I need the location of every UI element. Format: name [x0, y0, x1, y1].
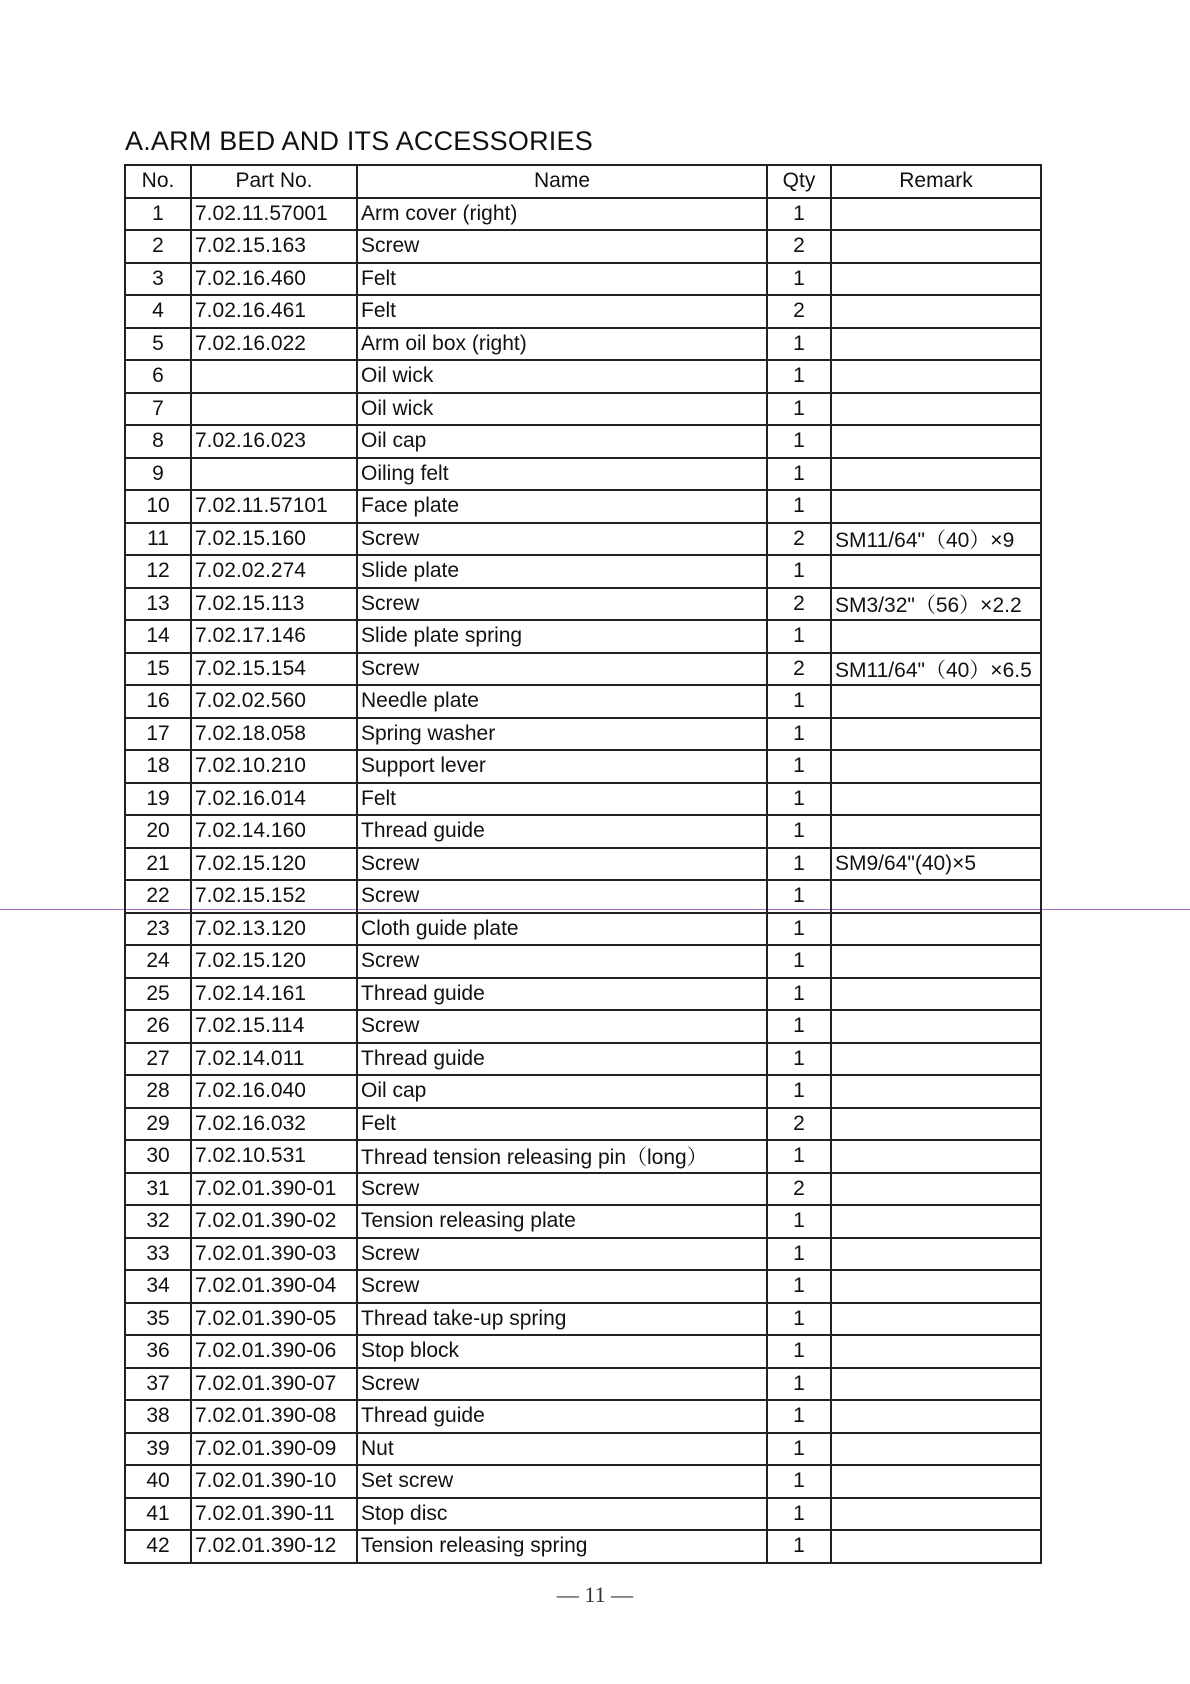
table-row [125, 945, 1041, 978]
cell-remark [831, 1335, 1041, 1368]
cell-part-no: 7.02.01.390-05 [191, 1303, 357, 1336]
cell-no: 28 [125, 1075, 191, 1108]
cell-name: Thread guide [357, 815, 767, 848]
table-row [125, 1368, 1041, 1401]
cell-name: Screw [357, 880, 767, 913]
cell-name: Support lever [357, 750, 767, 783]
cell-part-no: 7.02.01.390-12 [191, 1530, 357, 1563]
cell-no: 14 [125, 620, 191, 653]
cell-name: Screw [357, 1010, 767, 1043]
table-row [125, 848, 1041, 881]
cell-name: Screw [357, 523, 767, 556]
table-row [125, 913, 1041, 946]
cell-remark [831, 1075, 1041, 1108]
cell-remark [831, 328, 1041, 361]
cell-part-no: 7.02.15.120 [191, 945, 357, 978]
cell-name: Thread tension releasing pin（long） [357, 1140, 767, 1173]
table-row [125, 815, 1041, 848]
cell-qty: 2 [767, 295, 831, 328]
cell-qty: 1 [767, 555, 831, 588]
cell-remark [831, 1303, 1041, 1336]
cell-part-no: 7.02.16.022 [191, 328, 357, 361]
table-row [125, 1465, 1041, 1498]
table-row [125, 620, 1041, 653]
cell-qty: 1 [767, 848, 831, 881]
cell-part-no: 7.02.15.163 [191, 230, 357, 263]
cell-qty: 1 [767, 1465, 831, 1498]
table-row [125, 555, 1041, 588]
table-row [125, 425, 1041, 458]
cell-part-no: 7.02.16.023 [191, 425, 357, 458]
cell-name: Face plate [357, 490, 767, 523]
cell-part-no: 7.02.15.160 [191, 523, 357, 556]
cell-remark [831, 718, 1041, 751]
table-row [125, 1400, 1041, 1433]
header-remark: Remark [831, 165, 1041, 198]
cell-name: Thread take-up spring [357, 1303, 767, 1336]
cell-no: 15 [125, 653, 191, 686]
table-row [125, 458, 1041, 491]
cell-qty: 1 [767, 1368, 831, 1401]
cell-name: Screw [357, 1270, 767, 1303]
cell-part-no [191, 360, 357, 393]
cell-no: 29 [125, 1108, 191, 1141]
cell-name: Screw [357, 1238, 767, 1271]
cell-qty: 2 [767, 588, 831, 621]
table-row [125, 1205, 1041, 1238]
cell-no: 5 [125, 328, 191, 361]
cell-no: 16 [125, 685, 191, 718]
table-row [125, 750, 1041, 783]
cell-no: 24 [125, 945, 191, 978]
cell-part-no: 7.02.11.57101 [191, 490, 357, 523]
cell-name: Spring washer [357, 718, 767, 751]
cell-part-no: 7.02.10.210 [191, 750, 357, 783]
cell-no: 23 [125, 913, 191, 946]
cell-name: Arm cover (right) [357, 198, 767, 231]
cell-remark [831, 1465, 1041, 1498]
cell-no: 34 [125, 1270, 191, 1303]
table-row [125, 198, 1041, 231]
cell-no: 41 [125, 1498, 191, 1531]
page-number: — 11 — [556, 1582, 634, 1607]
cell-part-no: 7.02.02.560 [191, 685, 357, 718]
table-row [125, 1238, 1041, 1271]
cell-qty: 1 [767, 1043, 831, 1076]
cell-remark [831, 1368, 1041, 1401]
cell-qty: 1 [767, 913, 831, 946]
section-title: A.ARM BED AND ITS ACCESSORIES [125, 126, 593, 156]
cell-qty: 1 [767, 1010, 831, 1043]
cell-part-no: 7.02.01.390-01 [191, 1173, 357, 1206]
table-row [125, 1530, 1041, 1563]
cell-part-no: 7.02.01.390-10 [191, 1465, 357, 1498]
table-row [125, 328, 1041, 361]
cell-part-no: 7.02.14.160 [191, 815, 357, 848]
cell-qty: 1 [767, 880, 831, 913]
cell-qty: 1 [767, 1205, 831, 1238]
cell-qty: 1 [767, 750, 831, 783]
cell-name: Screw [357, 1173, 767, 1206]
cell-qty: 1 [767, 1140, 831, 1173]
cell-remark [831, 393, 1041, 426]
cell-no: 21 [125, 848, 191, 881]
cell-part-no: 7.02.14.161 [191, 978, 357, 1011]
cell-no: 36 [125, 1335, 191, 1368]
table-row [125, 263, 1041, 296]
cell-part-no: 7.02.01.390-09 [191, 1433, 357, 1466]
cell-name: Felt [357, 1108, 767, 1141]
cell-remark [831, 1010, 1041, 1043]
cell-remark [831, 1238, 1041, 1271]
cell-qty: 1 [767, 1400, 831, 1433]
cell-remark [831, 490, 1041, 523]
cell-part-no: 7.02.15.114 [191, 1010, 357, 1043]
cell-name: Oil cap [357, 425, 767, 458]
cell-name: Tension releasing plate [357, 1205, 767, 1238]
cell-no: 25 [125, 978, 191, 1011]
cell-qty: 1 [767, 685, 831, 718]
table-row [125, 1335, 1041, 1368]
cell-qty: 1 [767, 360, 831, 393]
header-part-no: Part No. [191, 165, 357, 198]
cell-part-no: 7.02.15.120 [191, 848, 357, 881]
cell-remark [831, 750, 1041, 783]
cell-remark [831, 263, 1041, 296]
table-row [125, 1140, 1041, 1173]
cell-remark [831, 685, 1041, 718]
cell-qty: 2 [767, 1173, 831, 1206]
cell-part-no: 7.02.01.390-06 [191, 1335, 357, 1368]
cell-no: 40 [125, 1465, 191, 1498]
cell-part-no: 7.02.01.390-02 [191, 1205, 357, 1238]
cell-part-no: 7.02.02.274 [191, 555, 357, 588]
cell-qty: 1 [767, 815, 831, 848]
cell-part-no: 7.02.01.390-07 [191, 1368, 357, 1401]
table-row [125, 978, 1041, 1011]
cell-part-no: 7.02.11.57001 [191, 198, 357, 231]
cell-name: Oil wick [357, 393, 767, 426]
cell-part-no: 7.02.10.531 [191, 1140, 357, 1173]
table-row [125, 490, 1041, 523]
cell-part-no: 7.02.01.390-03 [191, 1238, 357, 1271]
cell-part-no [191, 458, 357, 491]
cell-no: 32 [125, 1205, 191, 1238]
cell-remark [831, 620, 1041, 653]
cell-remark: SM11/64"（40）×6.5 [831, 653, 1041, 686]
cell-no: 37 [125, 1368, 191, 1401]
cell-no: 33 [125, 1238, 191, 1271]
cell-remark [831, 783, 1041, 816]
cell-no: 39 [125, 1433, 191, 1466]
cell-name: Thread guide [357, 1043, 767, 1076]
cell-remark [831, 1140, 1041, 1173]
cell-remark [831, 978, 1041, 1011]
cell-remark [831, 1433, 1041, 1466]
table-row [125, 295, 1041, 328]
cell-part-no: 7.02.16.014 [191, 783, 357, 816]
table-row [125, 1433, 1041, 1466]
cell-name: Nut [357, 1433, 767, 1466]
table-row [125, 1303, 1041, 1336]
cell-part-no: 7.02.16.460 [191, 263, 357, 296]
cell-name: Screw [357, 1368, 767, 1401]
cell-remark [831, 880, 1041, 913]
table-row [125, 230, 1041, 263]
cell-remark [831, 198, 1041, 231]
table-row [125, 1043, 1041, 1076]
cell-remark [831, 425, 1041, 458]
parts-table [124, 164, 1042, 1564]
cell-no: 7 [125, 393, 191, 426]
parts-table-body [125, 198, 1041, 1563]
cell-no: 18 [125, 750, 191, 783]
cell-no: 1 [125, 198, 191, 231]
cell-no: 6 [125, 360, 191, 393]
cell-no: 4 [125, 295, 191, 328]
table-row [125, 1075, 1041, 1108]
cell-qty: 1 [767, 1075, 831, 1108]
table-row [125, 1108, 1041, 1141]
cell-no: 13 [125, 588, 191, 621]
table-row [125, 588, 1041, 621]
cell-qty: 1 [767, 978, 831, 1011]
cell-part-no: 7.02.17.146 [191, 620, 357, 653]
cell-name: Stop block [357, 1335, 767, 1368]
cell-remark [831, 458, 1041, 491]
cell-remark [831, 1530, 1041, 1563]
cell-part-no: 7.02.14.011 [191, 1043, 357, 1076]
cell-no: 27 [125, 1043, 191, 1076]
cell-no: 30 [125, 1140, 191, 1173]
cell-qty: 1 [767, 620, 831, 653]
table-row [125, 1270, 1041, 1303]
cell-part-no: 7.02.01.390-08 [191, 1400, 357, 1433]
cell-no: 10 [125, 490, 191, 523]
header-no: No. [125, 165, 191, 198]
table-row [125, 360, 1041, 393]
table-row [125, 880, 1041, 913]
cell-name: Felt [357, 783, 767, 816]
cell-remark [831, 360, 1041, 393]
cell-no: 8 [125, 425, 191, 458]
cell-name: Oiling felt [357, 458, 767, 491]
table-row [125, 523, 1041, 556]
cell-part-no: 7.02.01.390-11 [191, 1498, 357, 1531]
cell-no: 3 [125, 263, 191, 296]
cell-no: 22 [125, 880, 191, 913]
cell-no: 11 [125, 523, 191, 556]
cell-name: Screw [357, 848, 767, 881]
cell-name: Slide plate [357, 555, 767, 588]
cell-qty: 1 [767, 945, 831, 978]
cell-qty: 2 [767, 653, 831, 686]
cell-no: 26 [125, 1010, 191, 1043]
cell-qty: 1 [767, 1335, 831, 1368]
cell-qty: 1 [767, 718, 831, 751]
cell-no: 17 [125, 718, 191, 751]
table-row [125, 718, 1041, 751]
table-row [125, 1173, 1041, 1206]
cell-qty: 2 [767, 1108, 831, 1141]
header-qty: Qty [767, 165, 831, 198]
cell-remark [831, 1270, 1041, 1303]
cell-name: Stop disc [357, 1498, 767, 1531]
cell-name: Thread guide [357, 1400, 767, 1433]
cell-qty: 1 [767, 425, 831, 458]
cell-no: 20 [125, 815, 191, 848]
cell-name: Arm oil box (right) [357, 328, 767, 361]
cell-qty: 1 [767, 1303, 831, 1336]
cell-qty: 1 [767, 1270, 831, 1303]
cell-qty: 1 [767, 1433, 831, 1466]
cell-qty: 2 [767, 230, 831, 263]
cell-qty: 1 [767, 458, 831, 491]
cell-no: 31 [125, 1173, 191, 1206]
cell-qty: 1 [767, 198, 831, 231]
cell-no: 42 [125, 1530, 191, 1563]
header-name: Name [357, 165, 767, 198]
cell-remark [831, 945, 1041, 978]
cell-name: Screw [357, 230, 767, 263]
table-row [125, 653, 1041, 686]
cell-name: Screw [357, 945, 767, 978]
cell-qty: 2 [767, 523, 831, 556]
cell-remark: SM9/64"(40)×5 [831, 848, 1041, 881]
cell-name: Set screw [357, 1465, 767, 1498]
table-row [125, 685, 1041, 718]
cell-part-no: 7.02.01.390-04 [191, 1270, 357, 1303]
cell-name: Tension releasing spring [357, 1530, 767, 1563]
cell-no: 35 [125, 1303, 191, 1336]
table-row [125, 1010, 1041, 1043]
cell-part-no: 7.02.16.461 [191, 295, 357, 328]
cell-name: Cloth guide plate [357, 913, 767, 946]
cell-part-no: 7.02.15.154 [191, 653, 357, 686]
cell-no: 9 [125, 458, 191, 491]
cell-name: Oil wick [357, 360, 767, 393]
table-row [125, 393, 1041, 426]
cell-qty: 1 [767, 328, 831, 361]
cell-name: Felt [357, 295, 767, 328]
cell-remark [831, 913, 1041, 946]
cell-qty: 1 [767, 393, 831, 426]
cell-remark [831, 1400, 1041, 1433]
cell-remark [831, 555, 1041, 588]
cell-remark [831, 1498, 1041, 1531]
cell-no: 38 [125, 1400, 191, 1433]
cell-name: Oil cap [357, 1075, 767, 1108]
cell-name: Thread guide [357, 978, 767, 1011]
cell-qty: 1 [767, 783, 831, 816]
cell-no: 19 [125, 783, 191, 816]
cell-name: Needle plate [357, 685, 767, 718]
cell-remark [831, 1108, 1041, 1141]
cell-part-no [191, 393, 357, 426]
cell-qty: 1 [767, 1498, 831, 1531]
cell-part-no: 7.02.13.120 [191, 913, 357, 946]
cell-remark [831, 1205, 1041, 1238]
cell-part-no: 7.02.15.152 [191, 880, 357, 913]
table-row [125, 1498, 1041, 1531]
table-row [125, 783, 1041, 816]
cell-remark: SM11/64"（40）×9 [831, 523, 1041, 556]
cell-name: Screw [357, 588, 767, 621]
cell-name: Screw [357, 653, 767, 686]
cell-qty: 1 [767, 1238, 831, 1271]
cell-qty: 1 [767, 490, 831, 523]
cell-remark [831, 1043, 1041, 1076]
cell-qty: 1 [767, 263, 831, 296]
cell-remark: SM3/32"（56）×2.2 [831, 588, 1041, 621]
cell-name: Slide plate spring [357, 620, 767, 653]
cell-part-no: 7.02.16.040 [191, 1075, 357, 1108]
table-header-row [125, 165, 1041, 198]
cell-name: Felt [357, 263, 767, 296]
cell-remark [831, 230, 1041, 263]
cell-remark [831, 295, 1041, 328]
cell-part-no: 7.02.16.032 [191, 1108, 357, 1141]
cell-remark [831, 1173, 1041, 1206]
cell-qty: 1 [767, 1530, 831, 1563]
cell-remark [831, 815, 1041, 848]
cell-no: 12 [125, 555, 191, 588]
cell-no: 2 [125, 230, 191, 263]
cell-part-no: 7.02.18.058 [191, 718, 357, 751]
cell-part-no: 7.02.15.113 [191, 588, 357, 621]
